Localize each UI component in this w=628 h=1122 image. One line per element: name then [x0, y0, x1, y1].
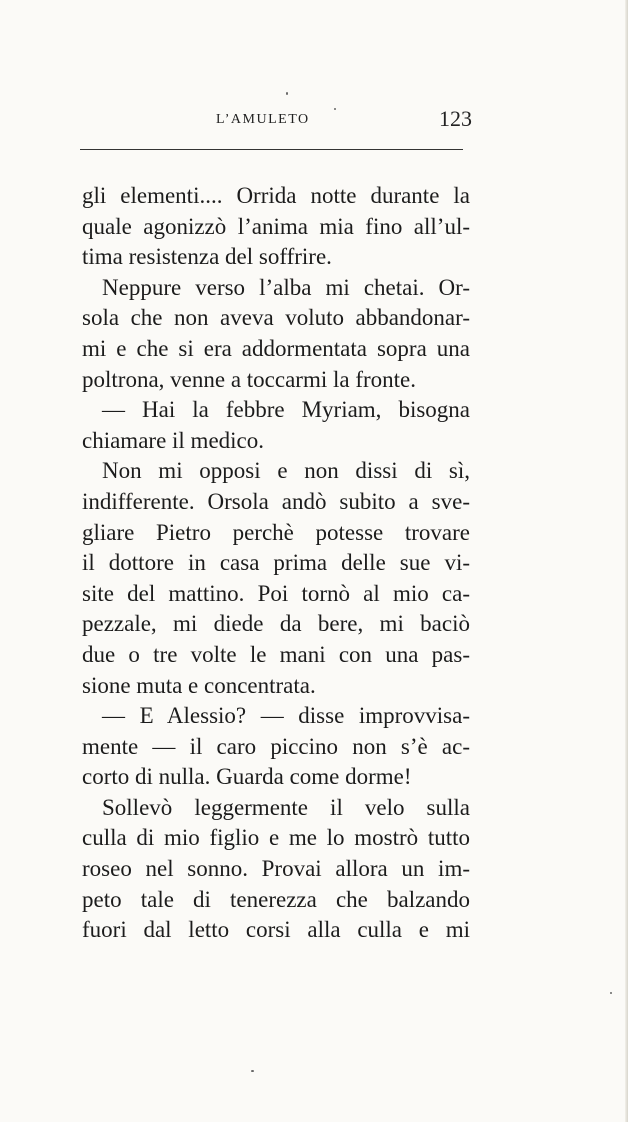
text-line: site del mattino. Poi tornò al mio ca- [82, 580, 470, 606]
text-line: il dottore in casa prima delle sue vi- [82, 550, 470, 576]
ink-speck [610, 992, 612, 994]
text-line: tima resistenza del soffrire. [82, 244, 332, 270]
text-line: fuori dal letto corsi alla culla e mi [82, 917, 470, 943]
header-rule [80, 149, 463, 150]
text-line: gli elementi.... Orrida notte durante la [82, 183, 470, 208]
text-line: — Hai la febbre Myriam, bisogna [102, 397, 470, 423]
text-line: sione muta e concentrata. [82, 672, 316, 698]
body-text [82, 181, 470, 946]
ink-speck [334, 108, 336, 110]
text-line: Non mi opposi e non dissi di sì, [102, 458, 470, 484]
text-line: corto di nulla. Guarda come dorme! [82, 764, 412, 790]
text-line: pezzale, mi diede da bere, mi baciò [82, 611, 470, 637]
text-line: peto tale di tenerezza che balzando [82, 886, 470, 912]
text-line: — E Alessio? — disse improvvisa- [102, 703, 470, 729]
text-line: mi e che si era addormentata sopra una [82, 335, 470, 361]
text-line: sola che non aveva voluto abbandonar- [82, 305, 470, 331]
text-line: poltrona, venne a toccarmi la fronte. [82, 366, 416, 392]
text-line: roseo nel sonno. Provai allora un im- [82, 856, 470, 882]
running-head: L’AMULETO [216, 112, 310, 127]
page-number: 123 [439, 106, 472, 131]
text-line: gliare Pietro perchè potesse trovare [82, 519, 470, 545]
text-line: chiamare il medico. [82, 427, 265, 453]
text-line: Sollevò leggermente il velo sulla [102, 794, 470, 820]
text-line: quale agonizzò l’anima mia fino all’ul- [82, 213, 470, 239]
ink-speck [286, 92, 288, 95]
text-line: Neppure verso l’alba mi chetai. Or- [102, 274, 470, 300]
text-line: due o tre volte le mani con una pas- [82, 641, 470, 667]
page-header [80, 108, 472, 138]
text-line: indifferente. Orsola andò subito a sve- [82, 488, 470, 514]
text-line: mente — il caro piccino non s’è ac- [82, 733, 470, 759]
ink-speck [251, 1070, 254, 1072]
text-line: culla di mio figlio e me lo mostrò tutto [82, 825, 470, 851]
